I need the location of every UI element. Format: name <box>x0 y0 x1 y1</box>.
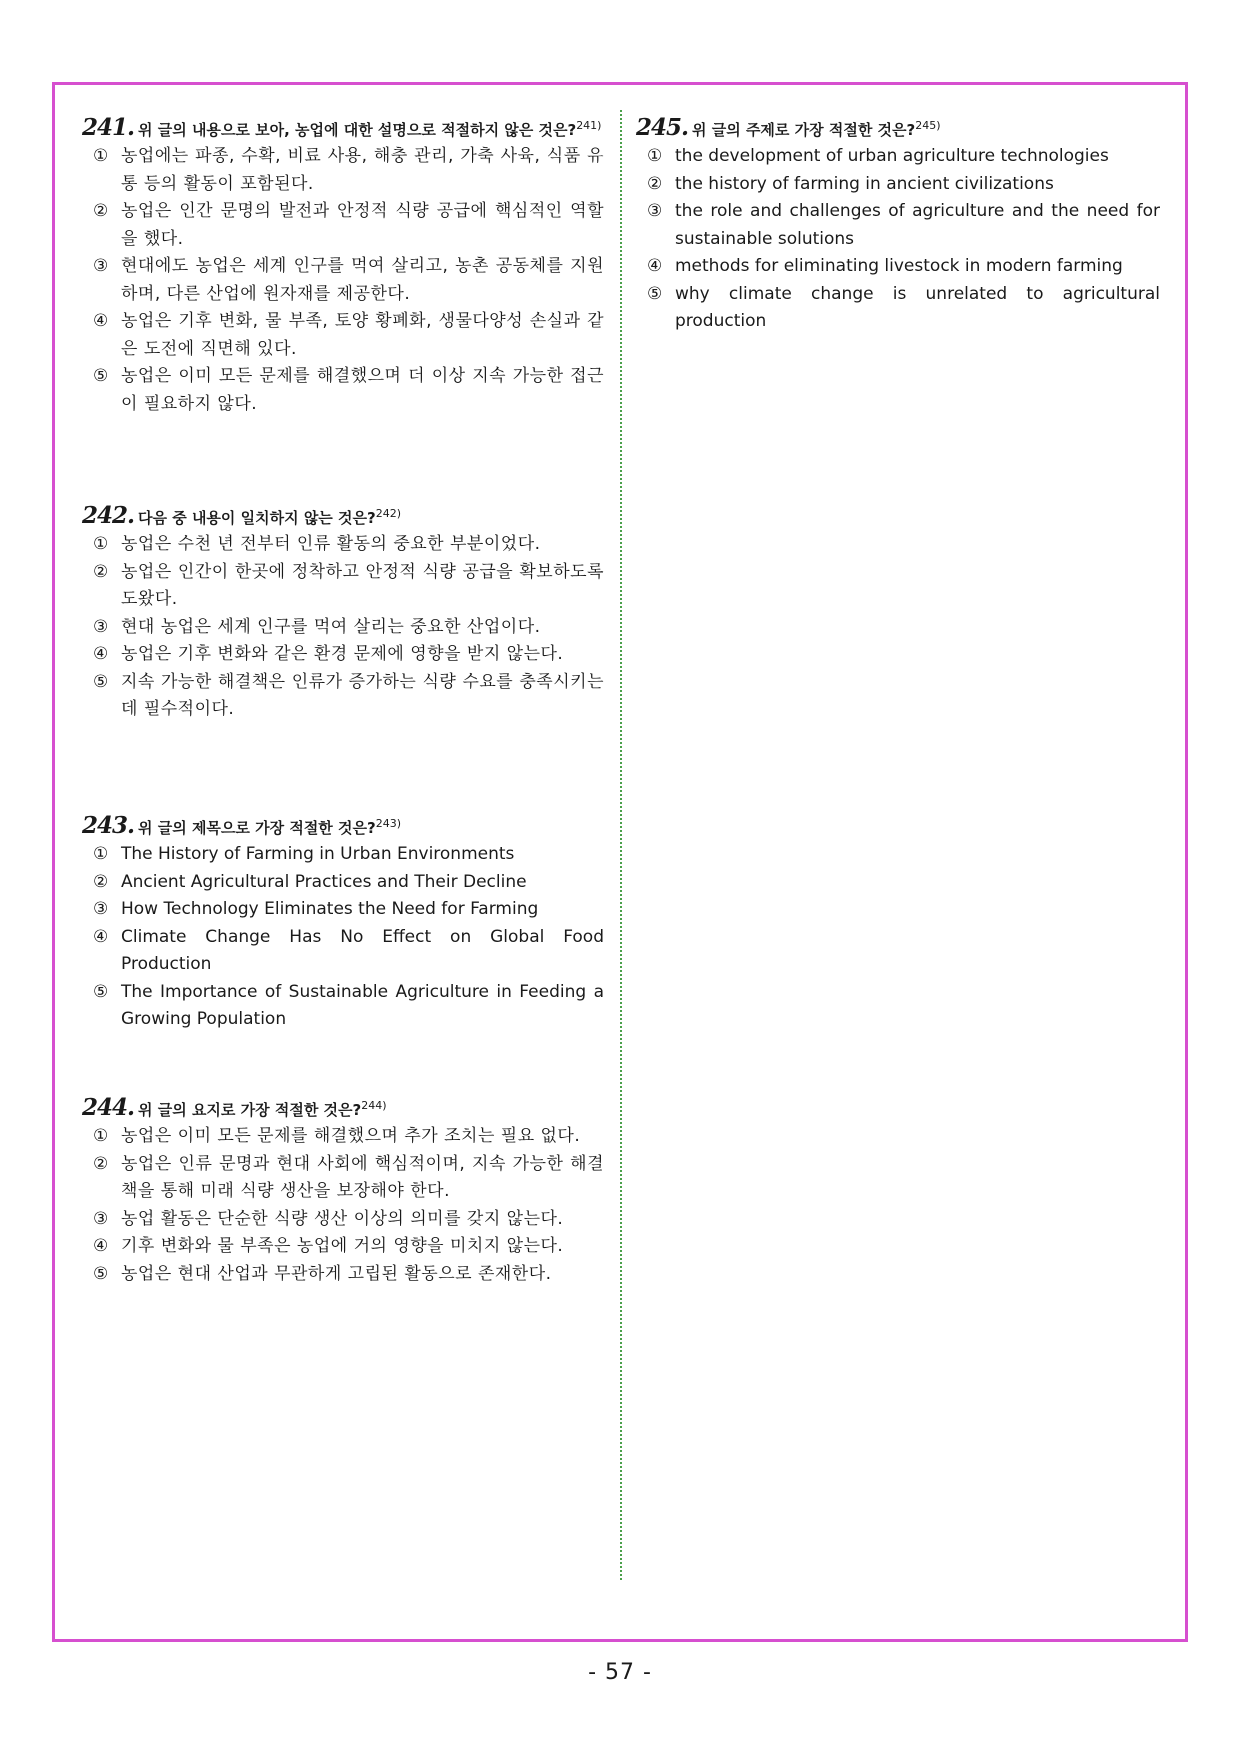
question-243 <box>82 813 604 1034</box>
option-number: ① <box>93 534 109 554</box>
question-245 <box>636 115 1160 336</box>
question-prompt: 위 글의 제목으로 가장 적절한 것은? <box>138 819 376 837</box>
option-text: 농업은 이미 모든 문제를 해결했으며 더 이상 지속 가능한 접근이 필요하지 않다. <box>121 366 604 414</box>
option-number: ⑤ <box>93 1263 109 1284</box>
option-5[interactable] <box>82 979 604 1034</box>
question-header <box>82 503 604 529</box>
page-number: - 57 - <box>588 1660 652 1685</box>
option-text: why climate change is unrelated to agricultural production <box>675 283 1160 331</box>
question-header <box>82 1095 604 1121</box>
option-list <box>82 531 604 724</box>
option-number: ⑤ <box>647 283 663 304</box>
option-text: 농업에는 파종, 수확, 비료 사용, 해충 관리, 가축 사육, 식품 유통 등의 활동이 포함된다. <box>121 146 604 194</box>
option-4[interactable] <box>636 253 1160 281</box>
question-prompt: 위 글의 요지로 가장 적절한 것은? <box>138 1101 362 1119</box>
option-number: ③ <box>93 616 109 637</box>
option-3[interactable] <box>82 1206 604 1234</box>
question-244 <box>82 1095 604 1288</box>
column-divider <box>620 110 622 1580</box>
option-text: the development of urban agriculture technologies <box>675 146 1109 166</box>
option-text: 농업은 기후 변화와 같은 환경 문제에 영향을 받지 않는다. <box>121 644 564 664</box>
option-number: ④ <box>93 311 109 331</box>
option-text: 농업은 인간 문명의 발전과 안정적 식량 공급에 핵심적인 역할을 했다. <box>121 201 604 249</box>
question-number: 241. <box>82 114 135 141</box>
question-header <box>82 813 604 839</box>
option-1[interactable] <box>82 143 604 198</box>
option-5[interactable] <box>82 363 604 418</box>
option-text: the history of farming in ancient civilizations <box>675 173 1054 194</box>
question-241 <box>82 115 604 418</box>
option-text: the role and challenges of agriculture and the need for sustainable solutions <box>675 201 1160 249</box>
option-list <box>82 143 604 418</box>
question-prompt: 위 글의 주제로 가장 적절한 것은? <box>692 121 916 139</box>
option-2[interactable] <box>636 171 1160 199</box>
option-text: How Technology Eliminates the Need for Farming <box>121 899 539 919</box>
option-number: ④ <box>647 256 663 276</box>
option-3[interactable] <box>82 253 604 308</box>
question-prompt: 다음 중 내용이 일치하지 않는 것은? <box>138 509 376 527</box>
option-number: ④ <box>93 926 109 947</box>
option-4[interactable] <box>82 308 604 363</box>
option-text: Ancient Agricultural Practices and Their Decline <box>121 871 527 892</box>
option-number: ⑤ <box>93 366 109 386</box>
option-text: methods for eliminating livestock in modern farming <box>675 256 1123 276</box>
option-number: ② <box>93 201 109 221</box>
option-number: ① <box>647 146 663 166</box>
option-1[interactable] <box>82 841 604 869</box>
option-2[interactable] <box>82 869 604 897</box>
option-4[interactable] <box>82 641 604 669</box>
option-3[interactable] <box>636 198 1160 253</box>
footnote-ref: 241) <box>576 119 602 132</box>
option-text: 농업은 인간이 한곳에 정착하고 안정적 식량 공급을 확보하도록 도왔다. <box>121 561 604 609</box>
option-text: The Importance of Sustainable Agriculture in Feeding a Growing Population <box>121 981 604 1029</box>
option-number: ① <box>93 1126 109 1146</box>
question-prompt: 위 글의 내용으로 보아, 농업에 대한 설명으로 적절하지 않은 것은? <box>138 121 577 139</box>
option-number: ② <box>93 1153 109 1174</box>
option-list <box>82 1123 604 1288</box>
option-1[interactable] <box>636 143 1160 171</box>
footnote-ref: 245) <box>915 119 941 132</box>
option-3[interactable] <box>82 896 604 924</box>
option-number: ⑤ <box>93 671 109 692</box>
footnote-ref: 242) <box>375 507 402 520</box>
footnote-ref: 244) <box>361 1099 387 1112</box>
question-header <box>636 115 1160 141</box>
option-number: ② <box>93 871 109 892</box>
option-list <box>82 841 604 1034</box>
option-5[interactable] <box>82 1261 604 1289</box>
question-242 <box>82 503 604 724</box>
option-text: 농업은 수천 년 전부터 인류 활동의 중요한 부분이었다. <box>121 534 541 554</box>
option-5[interactable] <box>82 669 604 724</box>
option-text: 농업은 현대 산업과 무관하게 고립된 활동으로 존재한다. <box>121 1263 552 1284</box>
option-number: ⑤ <box>93 981 109 1002</box>
option-number: ④ <box>93 1236 109 1256</box>
question-header <box>82 115 604 141</box>
option-4[interactable] <box>82 924 604 979</box>
option-text: 현대 농업은 세계 인구를 먹여 살리는 중요한 산업이다. <box>121 616 541 637</box>
option-number: ③ <box>647 201 663 221</box>
option-text: The History of Farming in Urban Environments <box>121 844 515 864</box>
option-text: 농업은 이미 모든 문제를 해결했으며 추가 조치는 필요 없다. <box>121 1126 581 1146</box>
option-3[interactable] <box>82 614 604 642</box>
option-2[interactable] <box>82 198 604 253</box>
option-1[interactable] <box>82 1123 604 1151</box>
option-number: ③ <box>93 1208 109 1229</box>
option-text: Climate Change Has No Effect on Global Food Production <box>121 926 604 974</box>
option-text: 현대에도 농업은 세계 인구를 먹여 살리고, 농촌 공동체를 지원하며, 다른 산업에 원자재를 제공한다. <box>121 256 604 304</box>
footnote-ref: 243) <box>375 817 402 830</box>
option-number: ① <box>93 844 109 864</box>
option-list <box>636 143 1160 336</box>
option-2[interactable] <box>82 559 604 614</box>
option-number: ③ <box>93 256 109 276</box>
question-number: 245. <box>636 114 689 141</box>
question-number: 244. <box>82 1094 135 1121</box>
option-4[interactable] <box>82 1233 604 1261</box>
option-text: 농업 활동은 단순한 식량 생산 이상의 의미를 갖지 않는다. <box>121 1208 564 1229</box>
option-number: ① <box>93 146 109 166</box>
option-number: ③ <box>93 899 109 919</box>
option-number: ② <box>93 561 109 582</box>
option-text: 기후 변화와 물 부족은 농업에 거의 영향을 미치지 않는다. <box>121 1236 564 1256</box>
option-number: ② <box>647 173 663 194</box>
option-1[interactable] <box>82 531 604 559</box>
option-text: 지속 가능한 해결책은 인류가 증가하는 식량 수요를 충족시키는 데 필수적이다. <box>121 671 604 719</box>
option-2[interactable] <box>82 1151 604 1206</box>
question-number: 243. <box>82 812 135 839</box>
option-text: 농업은 기후 변화, 물 부족, 토양 황폐화, 생물다양성 손실과 같은 도전에 직면해 있다. <box>121 311 604 359</box>
option-5[interactable] <box>636 281 1160 336</box>
question-number: 242. <box>82 502 135 529</box>
option-number: ④ <box>93 644 109 664</box>
option-text: 농업은 인류 문명과 현대 사회에 핵심적이며, 지속 가능한 해결책을 통해 미래 식량 생산을 보장해야 한다. <box>121 1153 604 1201</box>
